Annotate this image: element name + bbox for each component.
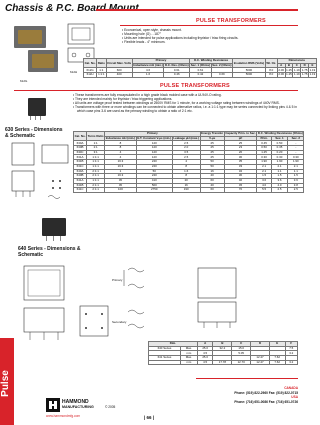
table-cell: 4.6 xyxy=(132,68,164,73)
table-cell: 32.2 xyxy=(213,346,232,351)
sub-header: V-μs xyxy=(200,136,224,141)
col-header: Turns Ratio xyxy=(87,132,105,141)
table-cell: 8 xyxy=(105,146,137,151)
table-cell: 50 xyxy=(200,160,224,165)
pt1-bullet: • Mounting hole (G) - .187" xyxy=(122,31,161,36)
logo-line1: HAMMOND xyxy=(62,399,89,405)
table-cell: 1:1:1 xyxy=(87,164,105,169)
table-cell: 12.70 xyxy=(232,360,251,365)
page-number: | 66 | xyxy=(144,415,155,420)
pt2-bullet-list xyxy=(73,94,297,114)
pt1-bullet: • Flexible leads - 4" minimum. xyxy=(122,39,166,44)
table-cell: 50 xyxy=(136,169,172,174)
640-series-dimension-drawing xyxy=(20,262,170,350)
col-header: D xyxy=(251,342,270,347)
table-cell: Max. xyxy=(180,356,197,361)
pulse-transformers-title-1: PULSE TRANSFORMERS xyxy=(196,18,266,24)
table-cell: 1.6 xyxy=(172,169,200,174)
table-cell: 0.69 xyxy=(211,73,232,78)
sub-header: C xyxy=(293,63,301,68)
table-cell: 5.05 xyxy=(232,351,251,356)
table-cell: 4.0 xyxy=(257,183,272,188)
table-cell: 0.35 xyxy=(271,146,287,151)
640-series-heading xyxy=(18,247,81,258)
table-cell: 240 xyxy=(136,164,172,169)
col-header: A xyxy=(197,342,213,347)
hammond-logo-icon xyxy=(46,398,60,412)
table-cell: 190 xyxy=(172,188,200,193)
table-cell: 8.0 xyxy=(265,68,277,73)
table-cell: 640 Series xyxy=(149,346,181,351)
hammond-logo xyxy=(46,398,94,412)
table-cell: 3.8 xyxy=(288,183,304,188)
table-cell: 1.75 xyxy=(301,72,308,77)
col-header: Dimensions xyxy=(277,59,316,64)
pt2-bullet: • Transformers with three or more windings can be connected to obtain alternative ratios, i.e. a 1:1:1 type may be series connected by linking pins 4 & 5 in which case pins 3-6 are used as the primary winding to obtain a ratio of 2:1 etc. xyxy=(73,104,298,113)
table-cell: 5.5 xyxy=(257,188,272,193)
table-cell: 1:1:1 xyxy=(87,160,105,165)
table-cell: - xyxy=(288,141,304,146)
table-cell: 641C xyxy=(74,188,87,193)
table-cell: 45 xyxy=(105,178,137,183)
table-cell: 0.50 xyxy=(257,146,272,151)
table-cell: 12.47 xyxy=(251,356,270,361)
640-series-detail-drawing xyxy=(190,262,250,332)
table-cell: 3.2 xyxy=(285,351,297,356)
table-cell: 33 xyxy=(224,164,257,169)
table-cell: 1.25 xyxy=(257,150,272,155)
page-title: Chassis & P.C. Board Mount xyxy=(5,3,139,14)
col-header: Ratio xyxy=(97,59,106,68)
table-cell: 1.1 xyxy=(271,169,287,174)
table-cell: 631C xyxy=(74,164,87,169)
pt1-bullet: • Economical, open style, chassis mount. xyxy=(122,28,182,32)
col-header: D.C. Winding Resistance (Ohms) xyxy=(257,131,303,136)
phone-usa: Phone: (716) 651-0086 Fax: (716) 651-0726 xyxy=(234,399,298,404)
table-cell: 0.50 xyxy=(271,141,287,146)
sidebar-label: Pulse xyxy=(0,370,11,397)
table-cell: 1.1 xyxy=(288,169,304,174)
table-cell: 0.30 xyxy=(288,155,304,160)
sub-header: A xyxy=(277,63,285,68)
col-header: Primary xyxy=(105,132,200,137)
table-cell: 7.5 xyxy=(285,346,297,351)
table-cell: 0.61 xyxy=(190,68,211,73)
table-cell: 2.1 xyxy=(288,164,304,169)
logo-line2: MANUFACTURING xyxy=(62,405,94,409)
pt1-bullet-list xyxy=(122,29,296,45)
col-header: D.C. Winding Resistance xyxy=(190,59,233,64)
640-series-heading-line2: Schematic xyxy=(18,251,44,258)
table-cell: 16 xyxy=(172,183,200,188)
col-header: C xyxy=(232,342,251,347)
table-cell: 400 xyxy=(106,73,132,78)
table-cell: 4.5 xyxy=(197,351,213,356)
table-cell: 1:1 xyxy=(97,68,106,73)
table-cell: 12.47 xyxy=(251,360,270,365)
schematic-secondary-label: Secondary xyxy=(112,320,127,324)
table-cell: mm xyxy=(180,351,197,356)
table-row xyxy=(149,360,298,365)
table-cell: 1:1:1 xyxy=(98,72,105,77)
table-cell: 1:1:1 xyxy=(87,178,105,183)
table-cell: 3.6 xyxy=(257,178,272,183)
table-cell: Max. xyxy=(180,346,197,351)
table-cell: 2:1 xyxy=(87,146,105,151)
table-cell: 600 xyxy=(106,68,132,73)
sub-header: E xyxy=(309,63,317,68)
table-cell: 16.3 xyxy=(105,174,137,179)
table-cell: 240 xyxy=(136,160,172,165)
pt2-spec-table xyxy=(73,131,304,193)
table-cell: 7.62 xyxy=(269,360,285,365)
sub-header: Inductance mH (min.) xyxy=(105,135,136,140)
table-cell: 8.0 xyxy=(265,73,277,78)
table-cell: 2.5 xyxy=(172,141,200,146)
table-cell: 3:1 xyxy=(87,150,105,155)
table-cell: 1.90 xyxy=(271,160,287,165)
pt1-spec-table xyxy=(83,58,317,78)
section-rule-2 xyxy=(14,90,298,91)
pulse-transformers-title-2: PULSE TRANSFORMERS xyxy=(160,83,230,89)
table-cell: 612H xyxy=(84,73,97,78)
table-cell: 17.78 xyxy=(213,360,232,365)
table-cell: 50 xyxy=(200,164,224,169)
section-rule-1 xyxy=(120,25,298,26)
table-cell: 2:1:1 xyxy=(87,183,105,188)
table-cell: 25 xyxy=(200,155,224,160)
table-cell: 640B xyxy=(74,174,87,179)
region-usa: USA xyxy=(291,395,298,400)
table-cell: 3.2 xyxy=(285,360,297,365)
630-series-heading xyxy=(5,128,63,139)
col-header: Energy Transfer xyxy=(201,131,224,136)
630-series-dimension-drawing xyxy=(8,141,74,209)
table-cell: 4 xyxy=(105,150,137,155)
table-cell: 1.5 xyxy=(257,174,272,179)
table-cell: 2.5 xyxy=(271,188,287,193)
table-cell: 16.3 xyxy=(105,164,137,169)
table-cell: 25.0 xyxy=(197,356,213,361)
sub-header: D xyxy=(301,63,309,68)
table-cell: 1.25 xyxy=(286,72,292,77)
table-cell: 4 xyxy=(172,160,200,165)
schematic-primary-label: Primary xyxy=(112,278,123,282)
table-cell: 120 xyxy=(136,150,172,155)
part-label-612h: 612H xyxy=(70,70,78,74)
table-cell: 0.30 xyxy=(257,155,272,160)
table-cell: - xyxy=(288,146,304,151)
table-cell: 3.6 xyxy=(288,178,304,183)
table-cell: 0.46 xyxy=(164,73,190,78)
table-cell: 1.90 xyxy=(288,160,304,165)
table-cell: 4.5 xyxy=(197,360,213,365)
sub-header: D.C. Res. (Ohms) xyxy=(164,62,189,67)
table-cell: 25.0 xyxy=(197,346,213,351)
table-cell: 25 xyxy=(200,146,224,151)
table-cell: 0.45 xyxy=(257,141,272,146)
table-cell: 40 xyxy=(200,183,224,188)
table-cell: 60 xyxy=(200,178,224,183)
table-cell: 20 xyxy=(172,178,200,183)
table-cell: 2.1 xyxy=(257,164,272,169)
table-cell: 5000 xyxy=(233,73,266,78)
table-cell: 30 xyxy=(224,174,257,179)
table-cell: 23 xyxy=(224,146,257,151)
table-cell: 2.5 xyxy=(172,155,200,160)
table-cell: 2.0 xyxy=(172,146,200,151)
sub-header: Sec. 1 (Ohms) xyxy=(190,62,211,67)
table-cell: 20 xyxy=(224,150,257,155)
table-cell: 1.19 xyxy=(309,67,316,72)
col-header: Circuit Max. Volts xyxy=(106,59,132,68)
table-cell: 4 xyxy=(105,155,137,160)
table-cell: 0.30 xyxy=(271,155,287,160)
table-cell: 30 xyxy=(224,155,257,160)
table-cell: 25 xyxy=(224,141,257,146)
table-cell: 7.62 xyxy=(269,356,285,361)
pt2-bullet: • These transformers are fully encapsulated in a high grade black molded case with a UL94V-O rating. xyxy=(73,93,222,97)
sub-header: Leakage μH (max.) xyxy=(173,135,199,140)
col-header: F xyxy=(285,342,297,347)
pt2-bullet: • They are intended mainly for thyristor / triac triggering applications. xyxy=(73,96,173,101)
630-series-component-image xyxy=(26,96,50,122)
table-cell: 1.5 xyxy=(271,174,287,179)
table-cell: 45 xyxy=(224,183,257,188)
table-cell: 4.0 xyxy=(271,183,287,188)
table-cell: 16.3 xyxy=(105,160,137,165)
table-cell: 1.25 xyxy=(286,67,292,72)
table-cell: 630A xyxy=(74,141,87,146)
website-link[interactable]: www.hammondmfg.com xyxy=(46,414,81,418)
table-row xyxy=(84,73,317,78)
region-canada: CANADA xyxy=(284,386,298,390)
table-cell: 612G xyxy=(84,68,97,73)
table-cell: mm xyxy=(180,360,197,365)
table-cell: 0.42 xyxy=(190,73,211,78)
part-label-612g: 612G xyxy=(20,79,28,83)
title-rule xyxy=(96,9,298,11)
sub-header: E.T. Constant V-μs (min.) xyxy=(137,135,172,140)
table-cell: 2:1:1 xyxy=(87,188,105,193)
table-cell: 32 xyxy=(224,169,257,174)
col-header: Primary xyxy=(132,59,189,64)
sub-header: Sec. 1 xyxy=(271,136,287,141)
table-cell: 631A xyxy=(74,155,87,160)
table-cell: 120 xyxy=(136,141,172,146)
table-cell: 3.6 xyxy=(271,178,287,183)
table-cell: 25 xyxy=(200,150,224,155)
table-cell: 2:1:1 xyxy=(87,169,105,174)
page-number-value: 66 xyxy=(146,415,152,420)
table-cell: 0.61 xyxy=(164,68,190,73)
table-cell: 1.75 xyxy=(301,67,308,72)
table-cell: 70 xyxy=(224,188,257,193)
sub-header: Inductance mH (min.) xyxy=(133,62,163,67)
category-sidebar-tab xyxy=(0,338,14,425)
col-header: E xyxy=(269,342,285,347)
table-cell: 60 xyxy=(200,188,224,193)
footer-rule xyxy=(196,378,298,379)
table-cell: 16 xyxy=(200,169,224,174)
table-cell: 100 xyxy=(105,188,137,193)
table-cell: 40 xyxy=(200,174,224,179)
table-cell: 2.1 xyxy=(257,169,272,174)
col-header: Cat. No. xyxy=(74,132,87,141)
table-cell: 631B xyxy=(74,160,87,165)
col-header: Wt. Oz. xyxy=(265,59,277,68)
table-cell: 641A xyxy=(74,178,87,183)
table-cell: 2.06 xyxy=(278,67,284,72)
table-cell: - xyxy=(288,150,304,155)
pt2-bullet: • All units are voltage proof tested between windings at 2500V RMS for 1 minute, for a working voltage rating between windings of 440V RMS. xyxy=(73,100,280,105)
table-cell: 410 xyxy=(136,178,172,183)
table-cell: 2.06 xyxy=(278,72,284,77)
chassis-transformer-image xyxy=(6,20,66,78)
table-cell: 1:1:1 xyxy=(87,155,105,160)
table-cell: 2:1:1 xyxy=(87,174,105,179)
640-series-component-image xyxy=(40,216,70,244)
table-cell: 2.1 xyxy=(271,164,287,169)
table-cell: 120 xyxy=(136,155,172,160)
table-cell: 1.19 xyxy=(293,67,300,72)
table-cell: 1.6 xyxy=(132,73,164,78)
sub-header: Sec. 2 (Ohms) xyxy=(212,62,232,67)
table-cell: 8 xyxy=(105,141,137,146)
table-cell: 35 xyxy=(224,160,257,165)
table-cell: 630B xyxy=(74,146,87,151)
contact-block xyxy=(200,386,298,404)
col-header: Dim. xyxy=(149,342,198,347)
pt1-bullet: • Units are intended for pulse applications including thyristor / triac firing circuits. xyxy=(122,35,239,40)
sub-header: Sec. 2 xyxy=(288,136,304,141)
table-cell: 2.5 xyxy=(288,188,304,193)
table-cell: 45 xyxy=(105,183,137,188)
table-cell: 40 xyxy=(224,178,257,183)
table-cell: 15.0 xyxy=(232,346,251,351)
table-cell: 2750 xyxy=(136,188,172,193)
630-series-heading-line2: & Schematic xyxy=(5,132,36,139)
630-series-heading-line1: 630 Series - Dimensions xyxy=(5,127,63,133)
table-cell: 8 xyxy=(172,174,200,179)
dimension-table xyxy=(148,341,298,365)
table-cell: 0.20 xyxy=(271,150,287,155)
sub-header: B xyxy=(285,63,293,68)
table-cell: 641B xyxy=(74,183,87,188)
table-cell: 5000 xyxy=(233,68,266,73)
sub-header: pF xyxy=(224,136,257,141)
table-cell: 1.19 xyxy=(293,72,300,77)
640-series-heading-line1: 640 Series - Dimensions & xyxy=(18,246,81,252)
table-cell: 1.19 xyxy=(309,72,316,77)
table-cell: 3.5 xyxy=(172,150,200,155)
col-header: B xyxy=(213,342,232,347)
table-cell: 8 xyxy=(172,164,200,169)
table-cell: 1 xyxy=(105,169,137,174)
table-cell: 120 xyxy=(136,146,172,151)
table-cell xyxy=(149,360,181,365)
copyright: © 2005 xyxy=(105,405,116,409)
table-row xyxy=(74,188,304,193)
col-header: Capacity Prim. to Sec. xyxy=(225,131,256,136)
sub-header: Prim. xyxy=(257,136,272,141)
table-cell: 240 xyxy=(136,174,172,179)
table-cell: 1.5 xyxy=(288,174,304,179)
table-cell: 25 xyxy=(200,141,224,146)
table-cell: 1:1 xyxy=(87,141,105,146)
table-cell: 1.90 xyxy=(257,160,272,165)
table-cell: 640A xyxy=(74,169,87,174)
col-header: Insulation RMS (Volts) xyxy=(233,59,266,68)
table-cell: 641 Series xyxy=(149,356,181,361)
col-header: Cat. No. xyxy=(84,59,97,68)
table-cell: 500 xyxy=(136,183,172,188)
table-cell: 630C xyxy=(74,150,87,155)
phone-canada: Phone: (519) 822-2960 Fax: (519) 822-0715 xyxy=(234,390,298,395)
